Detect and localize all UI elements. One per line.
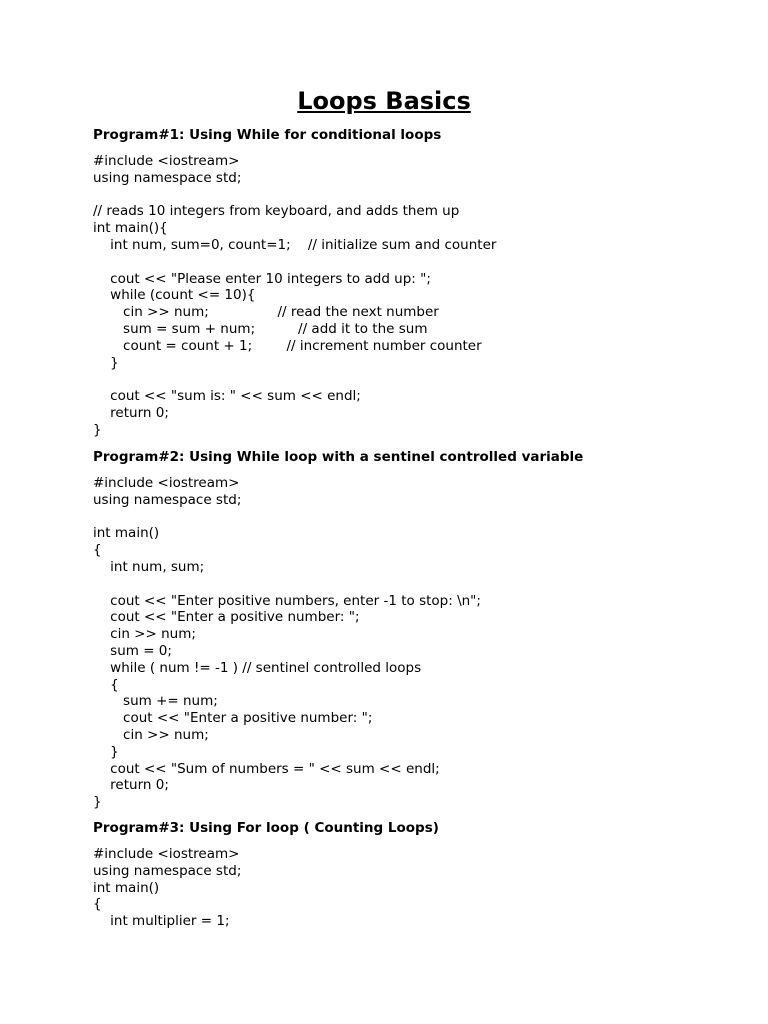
program-2-heading: Program#2: Using While loop with a sentinel controlled variable (93, 449, 584, 465)
document-title: Loops Basics (297, 87, 471, 115)
program-3-heading: Program#3: Using For loop ( Counting Loops) (93, 820, 439, 836)
program-1-heading: Program#1: Using While for conditional loops (93, 127, 442, 143)
program-3-code: #include <iostream> using namespace std; int main() { int multiplier = 1; (93, 846, 242, 930)
program-2-code: #include <iostream> using namespace std; int main() { int num, sum; cout << "Enter positive numbers, enter -1 to stop: \n"; cout << "Enter a positive number: "; cin >> num; sum = 0; while ( num != -1 ) // sentinel controlled loops { sum += num; cout << "Enter a positive number: "; cin >> num; } cout << "Sum of numbers = " << sum << endl; return 0; } (93, 475, 481, 811)
program-1-code: #include <iostream> using namespace std; // reads 10 integers from keyboard, and adds them up int main(){ int num, sum=0, count=1; // initialize sum and counter cout << "Please enter 10 integers to add up: "; while (count <= 10){ cin >> num; // read the next number sum = sum + num; // add it to the sum count = count + 1; // increment number counter } cout << "sum is: " << sum << endl; return 0; } (93, 153, 497, 438)
